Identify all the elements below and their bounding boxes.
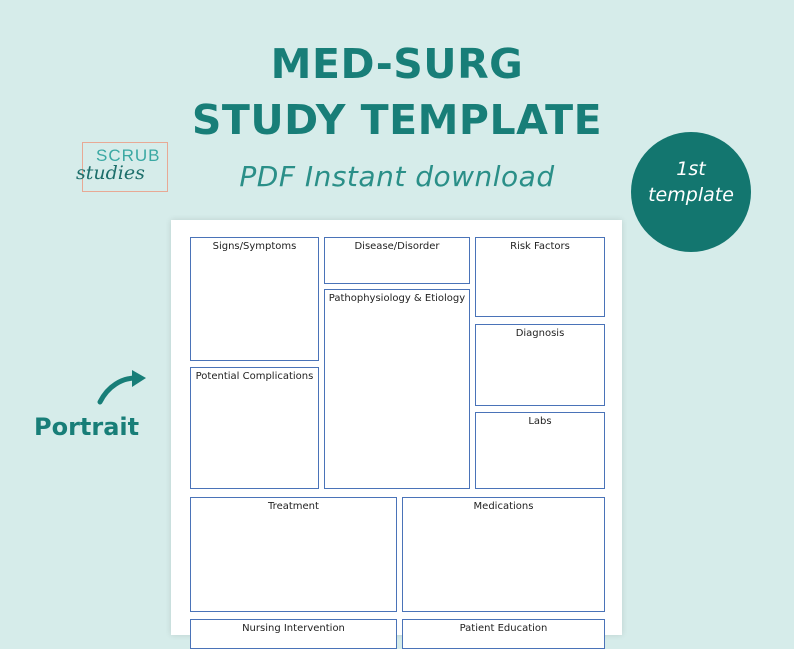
label-risk-factors: Risk Factors [510,241,570,252]
subtitle: PDF Instant download [239,160,555,193]
title-line-1: MED-SURG [270,40,524,88]
box-treatment [190,497,397,612]
label-signs-symptoms: Signs/Symptoms [212,241,297,252]
template-page [171,220,622,635]
badge-line-1: 1st [676,158,706,180]
label-pathophysiology: Pathophysiology & Etiology [328,293,466,304]
box-signs-symptoms [190,237,319,361]
label-patient-education: Patient Education [459,623,548,634]
box-risk-factors [475,237,605,317]
box-disease-disorder [324,237,470,284]
badge-line-2: template [648,184,734,206]
box-patient-education [402,619,605,649]
label-labs: Labs [528,416,552,427]
label-potential-complications: Potential Complications [195,371,314,382]
orientation-label: Portrait [34,413,140,441]
label-nursing-intervention: Nursing Intervention [242,623,345,634]
label-disease-disorder: Disease/Disorder [354,241,440,252]
curved-arrow-icon [94,368,150,408]
label-diagnosis: Diagnosis [515,328,565,339]
label-medications: Medications [473,501,534,512]
box-diagnosis [475,324,605,406]
box-pathophysiology [324,289,470,489]
box-nursing-intervention [190,619,397,649]
brand-logo [60,140,180,192]
box-labs [475,412,605,489]
title-line-2: STUDY TEMPLATE [191,96,603,144]
logo-text-scrub: SCRUB [96,146,161,165]
template-badge [631,132,751,252]
label-treatment: Treatment [268,501,319,512]
logo-text-studies: studies [76,162,145,184]
box-potential-complications [190,367,319,489]
box-medications [402,497,605,612]
